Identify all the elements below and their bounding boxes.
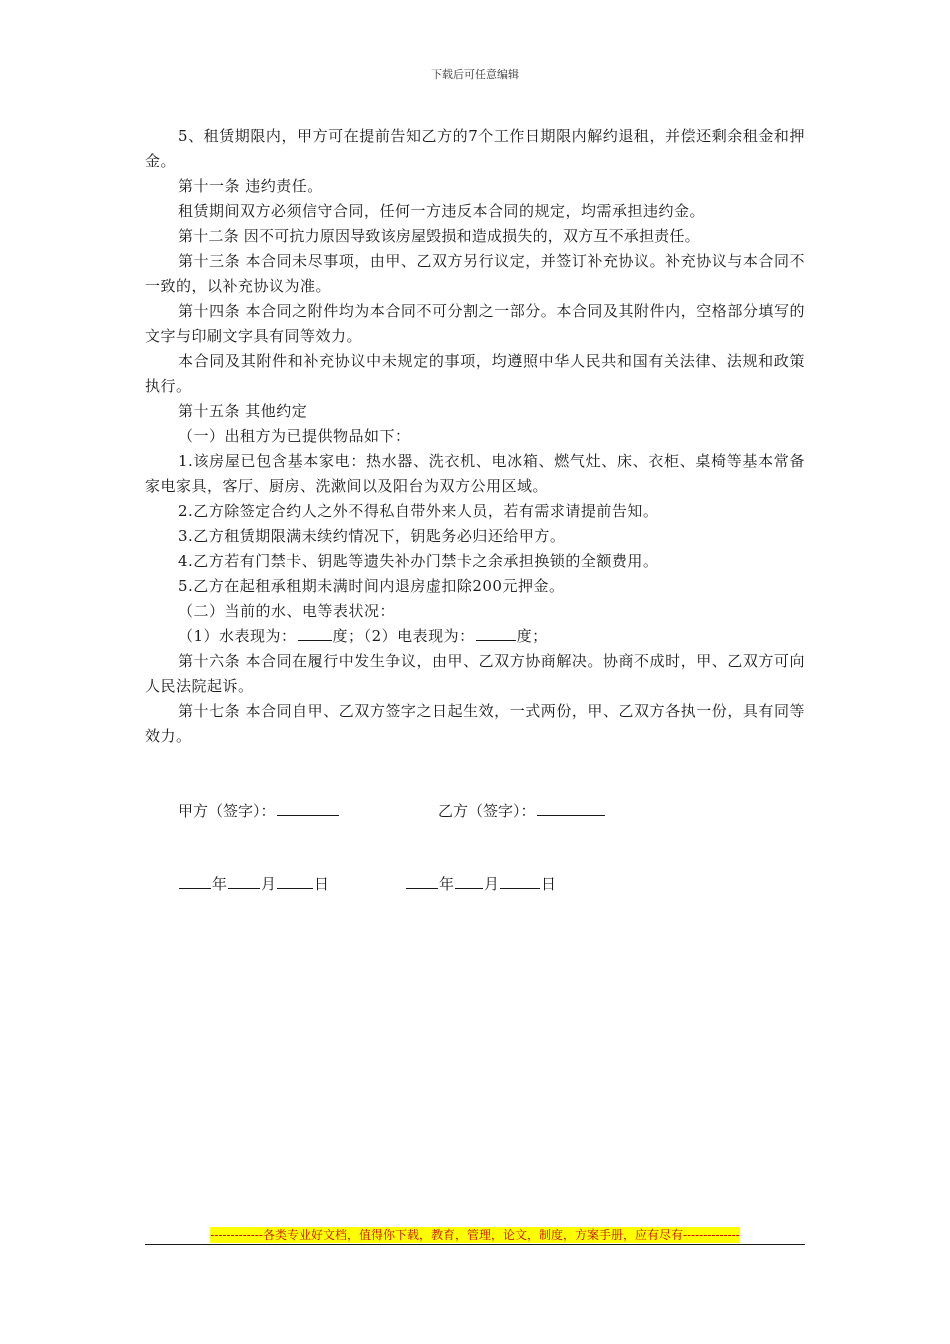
subsection-1-title: （一）出租方为已提供物品如下： <box>178 427 411 445</box>
paragraph-termination: 5、租赁期限内，甲方可在提前告知乙方的7个工作日期限内解约退租，并偿还剩余租金和押金。 <box>145 127 805 170</box>
party-a-year-blank[interactable] <box>179 874 211 889</box>
party-b-date <box>405 873 556 894</box>
article-13: 第十三条 本合同未尽事项，由甲、乙双方另行议定，并签订补充协议。补充协议与本合同不一致的，以补充协议为准。 <box>145 252 805 295</box>
water-meter-blank[interactable] <box>298 626 332 641</box>
footer-banner: -------------各类专业好文档，值得你下载，教育，管理，论文，制度，方案手册，应有尽有-------------- <box>210 1228 740 1242</box>
contract-body <box>145 124 805 749</box>
party-a-date <box>178 873 329 894</box>
year-label: 年 <box>212 875 228 893</box>
party-b-day-blank[interactable] <box>500 874 540 889</box>
item-1-appliances: 1.该房屋已包含基本家电：热水器、洗衣机、电冰箱、燃气灶、床、衣柜、桌椅等基本常备家电家具，客厅、厨房、洗漱间以及阳台为双方公用区域。 <box>145 452 805 495</box>
water-meter-unit: 度； <box>332 627 364 645</box>
year-label: 年 <box>439 875 455 893</box>
party-a-day-blank[interactable] <box>277 874 313 889</box>
paragraph-liability: 租赁期间双方必须信守合同，任何一方违反本合同的规定，均需承担违约金。 <box>178 202 706 220</box>
electric-meter-label: （2）电表现为： <box>363 627 475 645</box>
item-5-deposit: 5.乙方在起租承租期未满时间内退房虚扣除200元押金。 <box>178 577 565 595</box>
electric-meter-unit: 度； <box>516 627 548 645</box>
party-b-month-blank[interactable] <box>455 874 483 889</box>
party-b-signature-blank[interactable] <box>537 801 605 816</box>
article-11-title: 第十一条 违约责任。 <box>178 177 323 195</box>
party-a-signature-blank[interactable] <box>277 801 339 816</box>
water-meter-label: （1）水表现为： <box>178 627 297 645</box>
party-a-signature <box>178 800 340 821</box>
party-b-label: 乙方（签字）： <box>438 802 536 820</box>
article-12: 第十二条 因不可抗力原因导致该房屋毁损和造成损失的，双方互不承担责任。 <box>178 227 700 245</box>
paragraph-legal-basis: 本合同及其附件和补充协议中未规定的事项，均遵照中华人民共和国有关法律、法规和政策执行。 <box>145 352 805 395</box>
article-17: 第十七条 本合同自甲、乙双方签字之日起生效，一式两份，甲、乙双方各执一份，具有同等效力。 <box>145 702 805 745</box>
article-14: 第十四条 本合同之附件均为本合同不可分割之一部分。本合同及其附件内，空格部分填写的文字与印刷文字具有同等效力。 <box>145 302 805 345</box>
month-label: 月 <box>261 875 277 893</box>
page-header: 下载后可任意编辑 <box>431 68 519 81</box>
page-footer <box>145 1226 805 1243</box>
footer-divider <box>145 1244 805 1245</box>
day-label: 日 <box>541 875 557 893</box>
party-b-signature <box>438 800 606 821</box>
article-15-title: 第十五条 其他约定 <box>178 402 308 420</box>
month-label: 月 <box>484 875 500 893</box>
item-2-visitors: 2.乙方除签定合约人之外不得私自带外来人员，若有需求请提前告知。 <box>178 502 659 520</box>
party-a-month-blank[interactable] <box>228 874 260 889</box>
party-a-label: 甲方（签字）： <box>178 802 276 820</box>
day-label: 日 <box>314 875 330 893</box>
subsection-2-title: （二）当前的水、电等表状况： <box>178 602 396 620</box>
electric-meter-blank[interactable] <box>476 626 516 641</box>
item-4-lost-card: 4.乙方若有门禁卡、钥匙等遗失补办门禁卡之余承担换锁的全额费用。 <box>178 552 659 570</box>
meter-readings <box>145 624 805 649</box>
article-16: 第十六条 本合同在履行中发生争议，由甲、乙双方协商解决。协商不成时，甲、乙双方可向人民法院起诉。 <box>145 652 805 695</box>
party-b-year-blank[interactable] <box>406 874 438 889</box>
item-3-keys: 3.乙方租赁期限满未续约情况下，钥匙务必归还给甲方。 <box>178 527 566 545</box>
